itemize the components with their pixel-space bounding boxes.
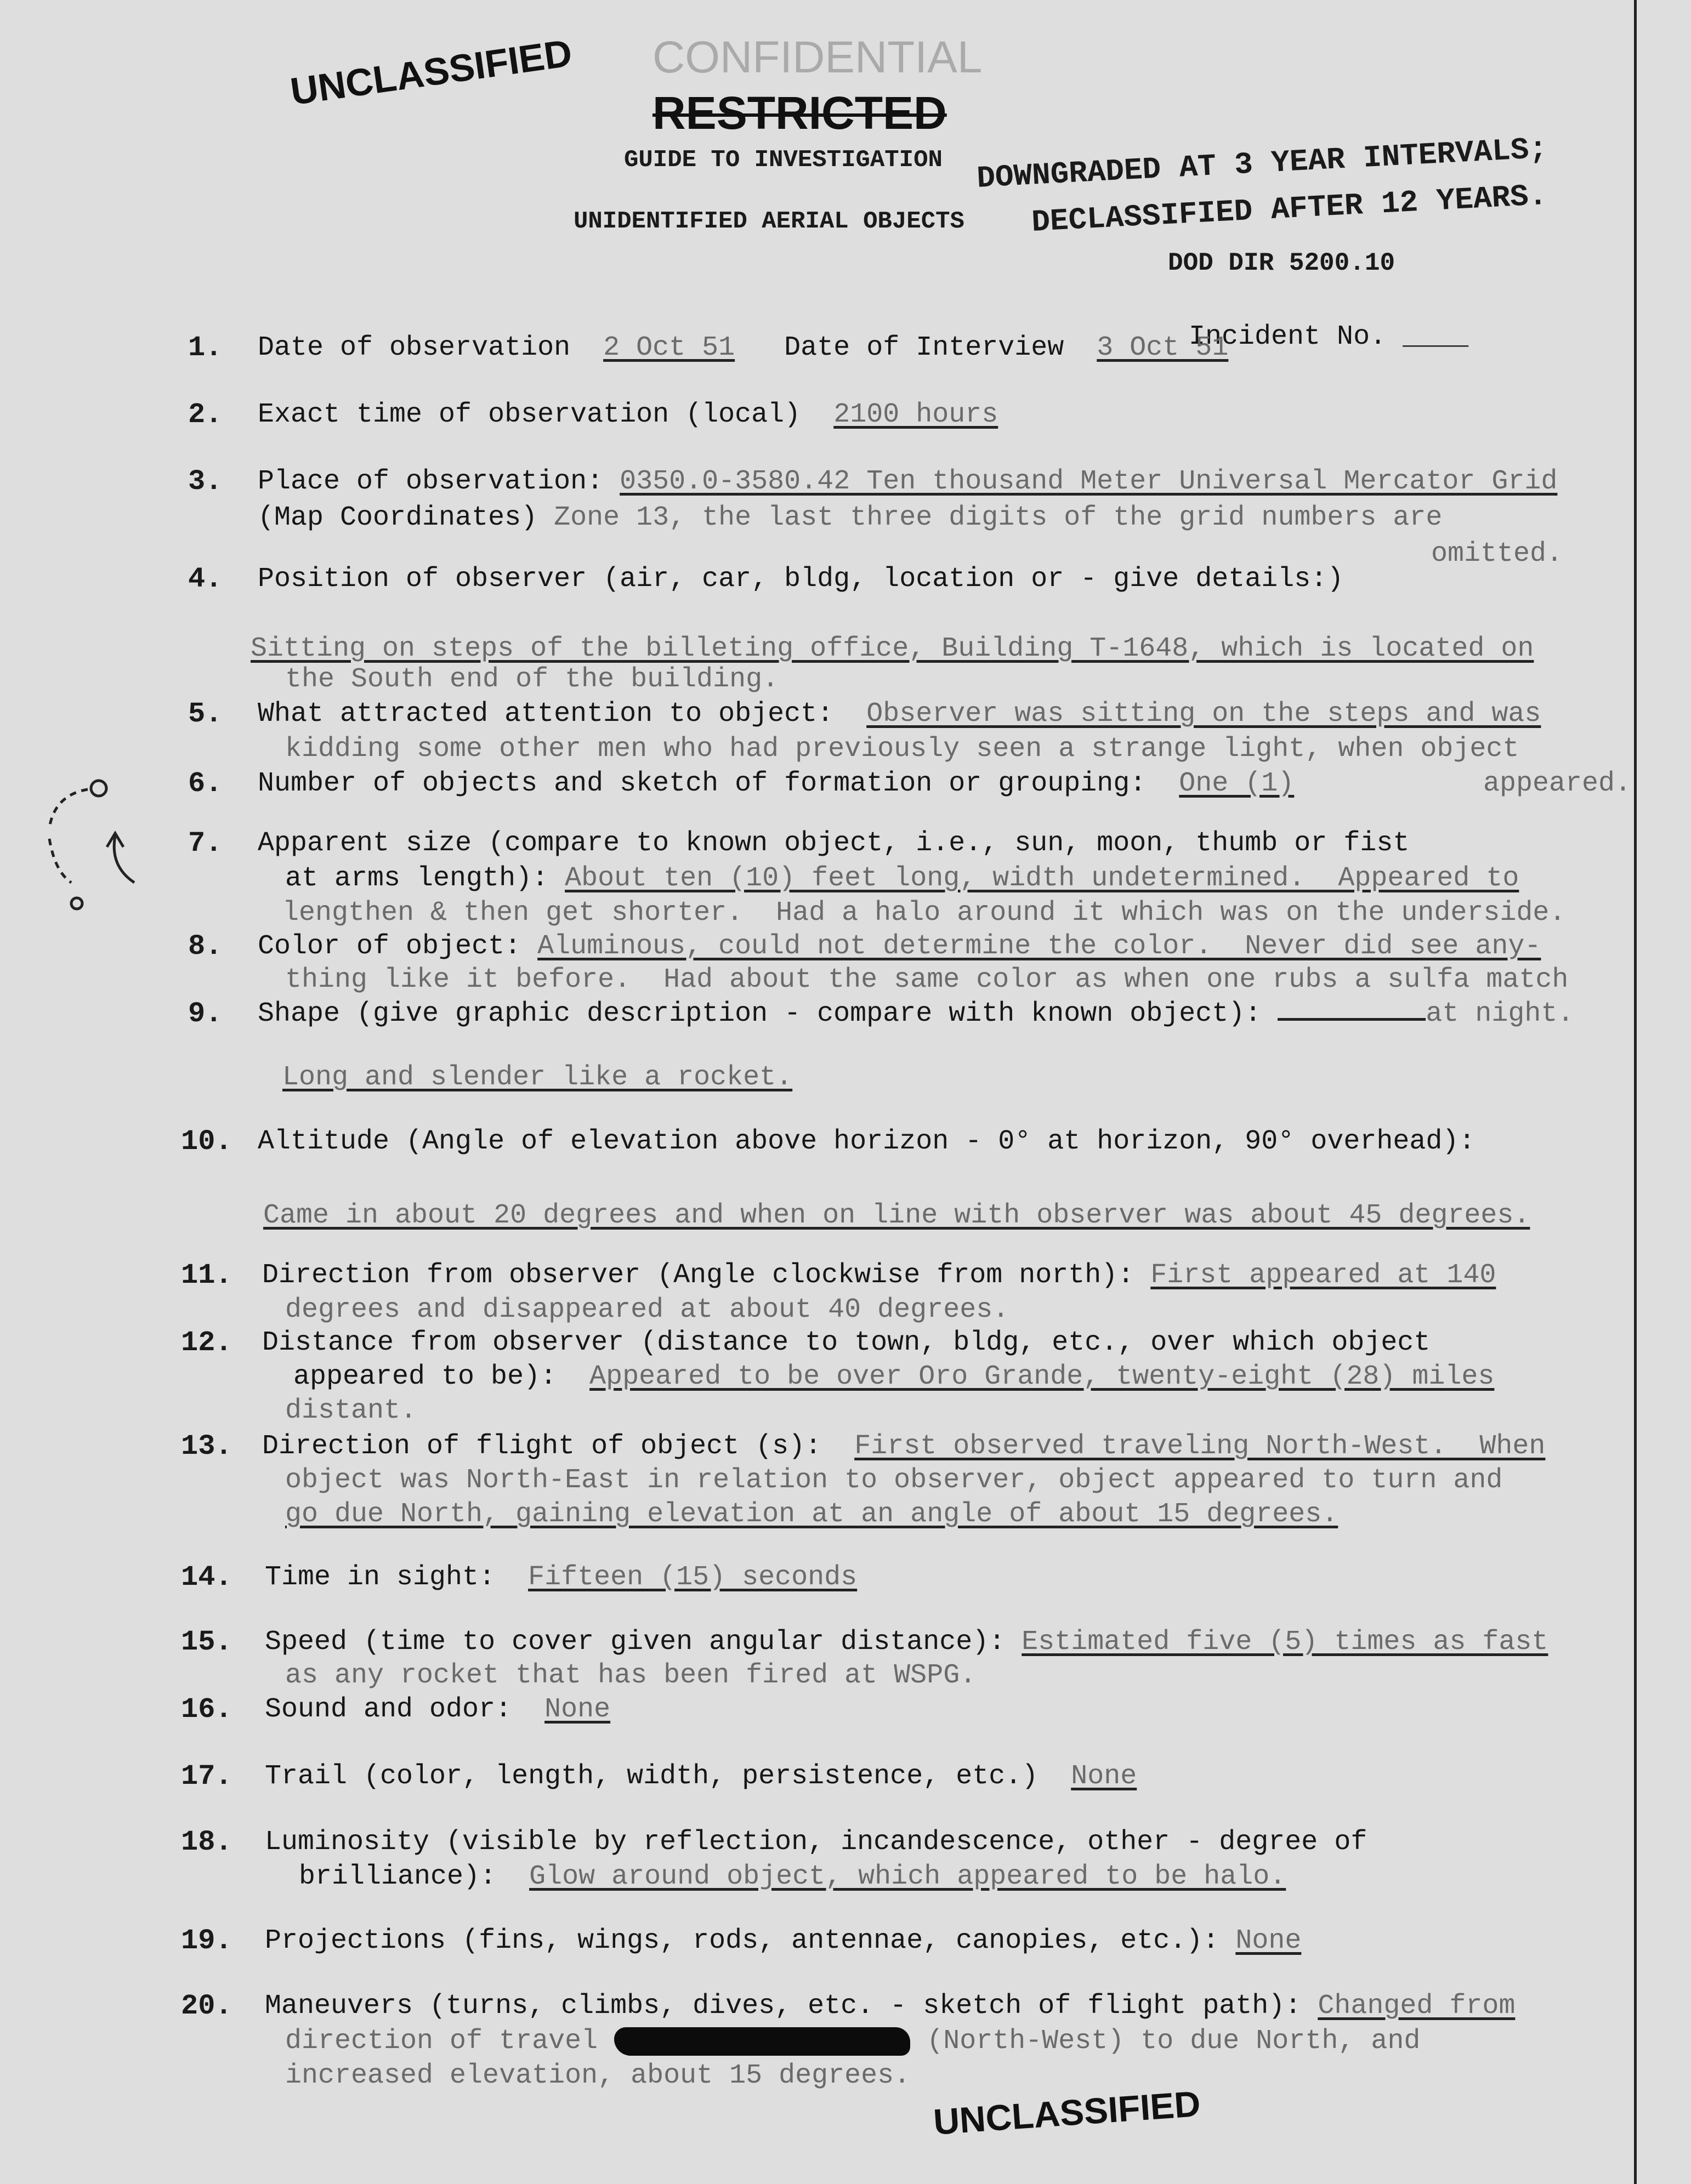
color-value-line2[interactable]: thing like it before. Had about the same color as when one rubs a sulfa match [285,964,1569,996]
unclassified-stamp-top: UNCLASSIFIED [287,31,575,113]
number-of-objects-value[interactable]: One (1) [1179,768,1295,799]
form-subtitle: UNIDENTIFIED AERIAL OBJECTS [574,208,964,235]
item-number: 7. [188,827,223,860]
item-7-line [285,862,1519,895]
luminosity-label: Luminosity (visible by reflection, incandescence, other - degree of [265,1827,1367,1858]
projections-value[interactable]: None [1235,1925,1302,1957]
color-label: Color of object: [258,931,521,962]
item-6-line [258,767,1294,800]
distance-value-line1[interactable]: Appeared to be over Oro Grande, twenty-eight (28) miles [589,1361,1495,1392]
attention-label: What attracted attention to object: [258,698,834,730]
sound-value[interactable]: None [544,1694,611,1725]
item-number: 1. [188,332,223,364]
flight-direction-label: Direction of flight of object (s): [262,1431,822,1462]
formation-sketch-icon [33,767,154,921]
direction-value-line1[interactable]: First appeared at 140 [1150,1260,1496,1291]
attention-value-line1[interactable]: Observer was sitting on the steps and was [866,698,1541,730]
speed-label: Speed (time to cover given angular distance): [265,1626,1006,1658]
item-12-line [293,1361,1494,1394]
flight-direction-value-line2[interactable]: object was North-East in relation to observer, object appeared to turn and [285,1465,1503,1496]
item-number: 12. [181,1327,232,1359]
projections-label: Projections (fins, wings, rods, antennae, canopies, etc.): [265,1925,1219,1957]
attention-value-line3[interactable]: appeared. [1483,768,1632,799]
speed-value-line2[interactable]: as any rocket that has been fired at WSPG. [285,1660,977,1691]
item-20-line [265,1990,1515,2023]
incident-number-field[interactable]: ____ [1403,321,1469,352]
altitude-label: Altitude (Angle of elevation above horizon - 0° at horizon, 90° overhead): [258,1126,1476,1157]
luminosity-label-cont: brilliance): [299,1861,497,1892]
item-18-line [299,1861,1286,1893]
distance-label-cont: appeared to be): [293,1361,557,1392]
time-in-sight-value[interactable]: Fifteen (15) seconds [528,1562,858,1593]
luminosity-value[interactable]: Glow around object, which appeared to be halo. [529,1861,1286,1892]
item-number: 3. [188,465,223,498]
restricted-stamp: RESTRICTED [652,87,947,139]
apparent-size-value-line2[interactable]: lengthen & then get shorter. Had a halo around it which was on the underside. [282,897,1566,929]
date-of-interview-label: Date of Interview [784,332,1064,363]
item-number: 16. [181,1693,232,1726]
apparent-size-value-line1[interactable]: About ten (10) feet long, width undetermined. Appeared to [565,863,1519,894]
form-title: GUIDE TO INVESTIGATION [624,146,943,174]
item-number: 6. [188,767,223,800]
item-16-line [265,1693,610,1726]
position-value-line1[interactable]: Sitting on steps of the billeting office, Building T-1648, which is located on [251,633,1534,664]
sound-label: Sound and odor: [265,1694,512,1725]
distance-value-line2[interactable]: distant. [285,1395,417,1426]
redaction-mark [614,2027,910,2056]
position-value-line2[interactable]: the South end of the building. [285,664,779,695]
time-in-sight-label: Time in sight: [265,1562,496,1593]
item-number: 10. [181,1125,232,1158]
incident-label: Incident No. [1189,321,1387,352]
item-3-line [258,465,1557,498]
apparent-size-label-cont: at arms length): [285,863,549,894]
speed-value-line1[interactable]: Estimated five (5) times as fast [1022,1626,1548,1658]
unclassified-stamp-bottom: UNCLASSIFIED [932,2083,1202,2142]
trail-value[interactable]: None [1071,1761,1137,1792]
item-17-line [265,1760,1137,1793]
shape-blank-field[interactable] [1278,1018,1426,1021]
item-11-line [262,1259,1496,1292]
item-number: 15. [181,1626,232,1658]
map-coordinates-label: (Map Coordinates) [258,502,538,533]
item-5-line [258,698,1541,731]
maneuvers-value-line3[interactable]: (North-West) to due North, and [927,2026,1421,2057]
color-value-line1[interactable]: Aluminous, could not determine the color. Never did see any- [537,931,1541,962]
maneuvers-value-line2[interactable]: direction of travel [285,2026,598,2057]
altitude-value[interactable]: Came in about 20 degrees and when on line with observer was about 45 degrees. [263,1200,1530,1231]
item-1-line [258,332,1228,365]
flight-direction-value-line3[interactable]: go due North, gaining elevation at an angle of about 15 degrees. [285,1499,1338,1530]
date-of-interview-value[interactable]: 3 Oct 51 [1097,332,1229,363]
item-19-line [265,1925,1301,1958]
downgrade-notice-line1: DOWNGRADED AT 3 YEAR INTERVALS; [975,131,1548,196]
item-14-line [265,1561,857,1594]
shape-value[interactable]: Long and slender like a rocket. [282,1062,793,1093]
item-number: 5. [188,698,223,730]
maneuvers-value-line1[interactable]: Changed from [1318,1990,1516,2022]
item-3-line [258,502,1442,534]
downgrade-notice-line3: DOD DIR 5200.10 [1168,249,1395,277]
trail-label: Trail (color, length, width, persistence, etc.) [265,1761,1039,1792]
item-number: 11. [181,1259,232,1292]
item-2-line [258,399,998,431]
time-label: Exact time of observation (local) [258,399,801,430]
date-of-observation-label: Date of observation [258,332,571,363]
date-of-observation-value[interactable]: 2 Oct 51 [603,332,735,363]
apparent-size-label: Apparent size (compare to known object, i.e., sun, moon, thumb or fist [258,828,1410,859]
number-of-objects-label: Number of objects and sketch of formation or grouping: [258,768,1147,799]
place-value-line1[interactable]: 0350.0-3580.42 Ten thousand Meter Universal Mercator Grid [620,466,1558,497]
item-number: 13. [181,1430,232,1463]
attention-value-line2[interactable]: kidding some other men who had previously seen a strange light, when object [285,733,1519,765]
item-13-line [262,1430,1545,1463]
distance-label: Distance from observer (distance to town, bldg, etc., over which object [262,1327,1431,1358]
direction-value-line2[interactable]: degrees and disappeared at about 40 degrees. [285,1294,1009,1326]
flight-direction-value-line1[interactable]: First observed traveling North-West. When [854,1431,1546,1462]
color-value-line3[interactable]: at night. [1426,998,1574,1030]
place-value-line3[interactable]: omitted. [1431,538,1563,570]
item-number: 4. [188,563,223,595]
item-number: 14. [181,1561,232,1594]
item-8-line [258,930,1541,963]
position-label: Position of observer (air, car, bldg, location or - give details:) [258,564,1344,595]
shape-label: Shape (give graphic description - compare with known object): [258,998,1262,1030]
item-number: 17. [181,1760,232,1793]
place-label: Place of observation: [258,466,604,497]
item-number: 18. [181,1826,232,1858]
item-15-line [265,1626,1548,1659]
item-9-line [258,998,1574,1031]
direction-label: Direction from observer (Angle clockwise from north): [262,1260,1134,1291]
item-number: 9. [188,998,223,1030]
page-border [1634,0,1637,2184]
downgrade-notice-line2: DECLASSIFIED AFTER 12 YEARS. [1030,178,1548,240]
item-number: 20. [181,1990,232,2022]
item-number: 8. [188,930,223,963]
place-value-line2[interactable]: Zone 13, the last three digits of the grid numbers are [554,502,1443,533]
maneuvers-label: Maneuvers (turns, climbs, dives, etc. - sketch of flight path): [265,1990,1302,2022]
maneuvers-value-line4[interactable]: increased elevation, about 15 degrees. [285,2060,911,2091]
confidential-stamp-crossed: CONFIDENTIAL [652,32,983,82]
time-value[interactable]: 2100 hours [833,399,998,430]
item-number: 2. [188,399,223,431]
item-number: 19. [181,1925,232,1957]
